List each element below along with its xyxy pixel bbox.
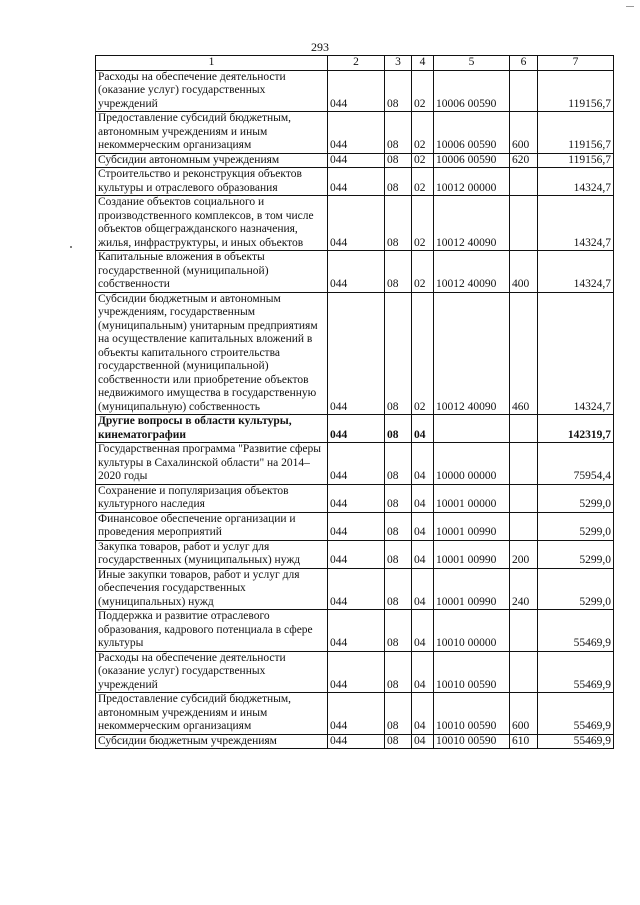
row-code-section: 08	[385, 693, 412, 735]
table-row	[96, 568, 614, 610]
row-amount: 14324,7	[538, 251, 614, 293]
row-amount: 55469,9	[538, 651, 614, 693]
row-code-target: 10006 00590	[434, 112, 510, 154]
row-code-expense-type: 400	[510, 251, 538, 293]
row-code-subsection: 04	[412, 734, 434, 749]
table-row	[96, 196, 614, 251]
row-code-target: 10010 00000	[434, 610, 510, 652]
row-code-section: 08	[385, 168, 412, 196]
row-code-expense-type	[510, 651, 538, 693]
table-row	[96, 168, 614, 196]
column-header: 5	[434, 56, 510, 71]
column-header: 7	[538, 56, 614, 71]
row-description: Строительство и реконструкция объектов культуры и отраслевого образования	[96, 168, 328, 196]
table-row	[96, 693, 614, 735]
row-amount: 119156,7	[538, 112, 614, 154]
row-code-section: 08	[385, 734, 412, 749]
row-amount: 5299,0	[538, 540, 614, 568]
row-code-admin: 044	[328, 443, 385, 485]
row-code-subsection: 04	[412, 610, 434, 652]
row-code-section: 08	[385, 415, 412, 443]
row-amount: 5299,0	[538, 484, 614, 512]
column-header: 1	[96, 56, 328, 71]
row-code-section: 08	[385, 540, 412, 568]
row-code-admin: 044	[328, 112, 385, 154]
row-code-section: 08	[385, 251, 412, 293]
row-code-admin: 044	[328, 651, 385, 693]
row-code-target: 10006 00590	[434, 153, 510, 168]
row-amount: 5299,0	[538, 512, 614, 540]
row-code-subsection: 04	[412, 693, 434, 735]
column-header: 2	[328, 56, 385, 71]
row-code-subsection: 02	[412, 292, 434, 415]
row-code-subsection: 04	[412, 443, 434, 485]
row-code-subsection: 04	[412, 568, 434, 610]
table-row	[96, 70, 614, 112]
row-code-subsection: 02	[412, 251, 434, 293]
row-code-admin: 044	[328, 512, 385, 540]
row-code-expense-type: 600	[510, 112, 538, 154]
table-row	[96, 251, 614, 293]
row-code-admin: 044	[328, 415, 385, 443]
row-code-target: 10010 00590	[434, 734, 510, 749]
table-row	[96, 112, 614, 154]
row-description: Закупка товаров, работ и услуг для государственных (муниципальных) нужд	[96, 540, 328, 568]
row-code-admin: 044	[328, 153, 385, 168]
row-code-target: 10012 40090	[434, 196, 510, 251]
row-code-target: 10001 00990	[434, 512, 510, 540]
row-code-expense-type	[510, 168, 538, 196]
row-amount: 119156,7	[538, 70, 614, 112]
row-code-admin: 044	[328, 251, 385, 293]
row-code-subsection: 02	[412, 153, 434, 168]
row-code-section: 08	[385, 196, 412, 251]
row-description: Субсидии автономным учреждениям	[96, 153, 328, 168]
row-description: Государственная программа "Развитие сферы культуры в Сахалинской области" на 2014–2020 годы	[96, 443, 328, 485]
row-amount: 142319,7	[538, 415, 614, 443]
row-code-admin: 044	[328, 70, 385, 112]
row-amount: 5299,0	[538, 568, 614, 610]
row-code-subsection: 02	[412, 168, 434, 196]
column-header-row	[96, 56, 614, 71]
row-code-target: 10010 00590	[434, 651, 510, 693]
row-code-expense-type	[510, 196, 538, 251]
row-code-target: 10012 40090	[434, 292, 510, 415]
budget-table	[95, 55, 614, 749]
row-description: Предоставление субсидий бюджетным, автономным учреждениям и иным некоммерческим организациям	[96, 693, 328, 735]
column-header: 6	[510, 56, 538, 71]
row-code-expense-type	[510, 415, 538, 443]
row-code-admin: 044	[328, 196, 385, 251]
row-amount: 14324,7	[538, 292, 614, 415]
scan-corner-mark	[626, 6, 634, 7]
column-header: 4	[412, 56, 434, 71]
budget-table-body	[96, 70, 614, 749]
row-code-expense-type: 600	[510, 693, 538, 735]
row-code-expense-type: 460	[510, 292, 538, 415]
table-row	[96, 734, 614, 749]
row-code-subsection: 04	[412, 651, 434, 693]
row-code-target: 10000 00000	[434, 443, 510, 485]
row-code-subsection: 04	[412, 512, 434, 540]
column-header: 3	[385, 56, 412, 71]
row-code-expense-type	[510, 512, 538, 540]
row-code-expense-type: 200	[510, 540, 538, 568]
row-description: Расходы на обеспечение деятельности (оказание услуг) государственных учреждений	[96, 651, 328, 693]
row-amount: 75954,4	[538, 443, 614, 485]
row-amount: 55469,9	[538, 610, 614, 652]
row-code-expense-type	[510, 443, 538, 485]
row-code-section: 08	[385, 153, 412, 168]
row-code-section: 08	[385, 443, 412, 485]
row-code-target: 10001 00000	[434, 484, 510, 512]
row-code-section: 08	[385, 568, 412, 610]
row-code-expense-type	[510, 70, 538, 112]
row-code-expense-type	[510, 610, 538, 652]
row-code-admin: 044	[328, 610, 385, 652]
row-code-admin: 044	[328, 292, 385, 415]
row-description: Создание объектов социального и производственного комплексов, в том числе объектов общегражданского назначения, жилья, инфраструктуры, и иных объектов	[96, 196, 328, 251]
table-row	[96, 292, 614, 415]
row-amount: 119156,7	[538, 153, 614, 168]
row-code-target: 10012 00000	[434, 168, 510, 196]
row-description: Субсидии бюджетным и автономным учреждениям, государственным (муниципальным) унитарным предприятиям на осуществление капитальных вложений в объекты капитального строительства государственной (муниципальной) собственности или приобретение объектов недвижимого имущества в государственную (муниципальную) собственность	[96, 292, 328, 415]
table-row	[96, 415, 614, 443]
row-code-admin: 044	[328, 484, 385, 512]
row-code-section: 08	[385, 292, 412, 415]
row-amount: 14324,7	[538, 196, 614, 251]
row-code-expense-type	[510, 484, 538, 512]
row-code-section: 08	[385, 70, 412, 112]
row-code-admin: 044	[328, 734, 385, 749]
row-description: Сохранение и популяризация объектов культурного наследия	[96, 484, 328, 512]
row-code-admin: 044	[328, 568, 385, 610]
row-code-expense-type: 240	[510, 568, 538, 610]
table-row	[96, 651, 614, 693]
row-code-subsection: 02	[412, 70, 434, 112]
row-description: Предоставление субсидий бюджетным, автономным учреждениям и иным некоммерческим организациям	[96, 112, 328, 154]
row-code-target	[434, 415, 510, 443]
row-code-subsection: 02	[412, 112, 434, 154]
row-code-target: 10001 00990	[434, 568, 510, 610]
row-code-section: 08	[385, 112, 412, 154]
row-description: Поддержка и развитие отраслевого образования, кадрового потенциала в сфере культуры	[96, 610, 328, 652]
table-row	[96, 443, 614, 485]
row-description: Другие вопросы в области культуры, кинематографии	[96, 415, 328, 443]
row-code-section: 08	[385, 484, 412, 512]
row-code-target: 10010 00590	[434, 693, 510, 735]
row-code-admin: 044	[328, 540, 385, 568]
row-code-target: 10006 00590	[434, 70, 510, 112]
row-code-target: 10012 40090	[434, 251, 510, 293]
table-row	[96, 610, 614, 652]
page-number: 293	[311, 40, 329, 54]
row-code-admin: 044	[328, 168, 385, 196]
table-row	[96, 540, 614, 568]
row-description: Расходы на обеспечение деятельности (оказание услуг) государственных учреждений	[96, 70, 328, 112]
row-amount: 14324,7	[538, 168, 614, 196]
row-code-expense-type: 620	[510, 153, 538, 168]
row-description: Финансовое обеспечение организации и проведения мероприятий	[96, 512, 328, 540]
row-code-subsection: 04	[412, 415, 434, 443]
row-code-subsection: 02	[412, 196, 434, 251]
row-description: Капитальные вложения в объекты государственной (муниципальной) собственности	[96, 251, 328, 293]
row-description: Субсидии бюджетным учреждениям	[96, 734, 328, 749]
row-code-subsection: 04	[412, 540, 434, 568]
row-amount: 55469,9	[538, 693, 614, 735]
table-row	[96, 484, 614, 512]
row-description: Иные закупки товаров, работ и услуг для обеспечения государственных (муниципальных) нужд	[96, 568, 328, 610]
row-code-admin: 044	[328, 693, 385, 735]
row-code-section: 08	[385, 512, 412, 540]
table-row	[96, 153, 614, 168]
row-code-expense-type: 610	[510, 734, 538, 749]
row-code-target: 10001 00990	[434, 540, 510, 568]
scan-dot	[70, 246, 72, 248]
row-code-subsection: 04	[412, 484, 434, 512]
row-amount: 55469,9	[538, 734, 614, 749]
row-code-section: 08	[385, 610, 412, 652]
table-row	[96, 512, 614, 540]
row-code-section: 08	[385, 651, 412, 693]
